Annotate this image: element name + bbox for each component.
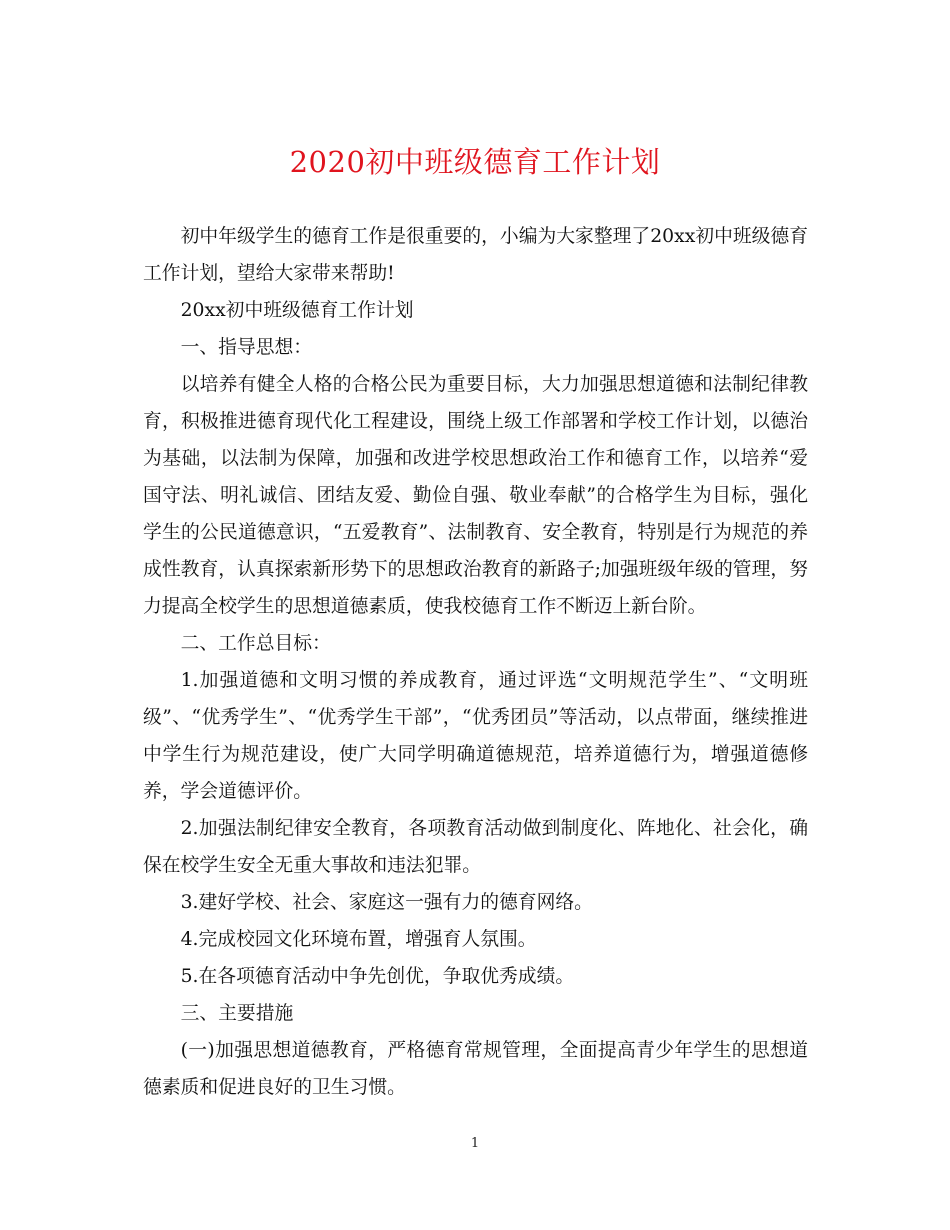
section-heading-main-measures: 三、主要措施 [180,1003,294,1024]
measure-item-1: (一)加强思想道德教育，严格德育常规管理，全面提高青少年学生的思想道德素质和促进良好的卫生习惯。 [143,1040,808,1098]
subtitle-paragraph: 20xx初中班级德育工作计划 [180,300,414,321]
page-number: 1 [470,1136,480,1151]
goal-item-2: 2.加强法制纪律安全教育，各项教育活动做到制度化、阵地化、社会化，确保在校学生安全无重大事故和违法犯罪。 [143,818,808,876]
goal-item-3: 3.建好学校、社会、家庭这一强有力的德育网络。 [180,892,593,913]
goal-item-5: 5.在各项德育活动中争先创优，争取优秀成绩。 [180,966,575,987]
section-heading-overall-goals: 二、工作总目标： [180,633,331,654]
document-title: 2020初中班级德育工作计划 [289,145,661,179]
goal-item-1: 1.加强道德和文明习惯的养成教育，通过评选“文明规范学生”、“文明班级”、“优秀学生”、“优秀学生干部”，“优秀团员”等活动，以点带面，继续推进中学生行为规范建设，使广大同学明确道德规范，培养道德行为，增强道德修养，学会道德评价。 [143,670,808,802]
guiding-thought-paragraph: 以培养有健全人格的合格公民为重要目标，大力加强思想道德和法制纪律教育，积极推进德育现代化工程建设，围绕上级工作部署和学校工作计划，以德治为基础，以法制为保障，加强和改进学校思想政治工作和德育工作，以培养“爱国守法、明礼诚信、团结友爱、勤俭自强、敬业奉献”的合格学生为目标，强化学生的公民道德意识，“五爱教育”、法制教育、安全教育，特别是行为规范的养成性教育，认真探索新形势下的思想政治教育的新路子;加强班级年级的管理，努力提高全校学生的思想道德素质，使我校德育工作不断迈上新台阶。 [143,374,808,617]
document-body [143,218,808,1106]
section-heading-guiding-thought: 一、指导思想： [180,337,313,358]
intro-paragraph: 初中年级学生的德育工作是很重要的，小编为大家整理了20xx初中班级德育工作计划，望给大家带来帮助! [143,226,808,284]
goal-item-4: 4.完成校园文化环境布置，增强育人氛围。 [180,929,537,950]
